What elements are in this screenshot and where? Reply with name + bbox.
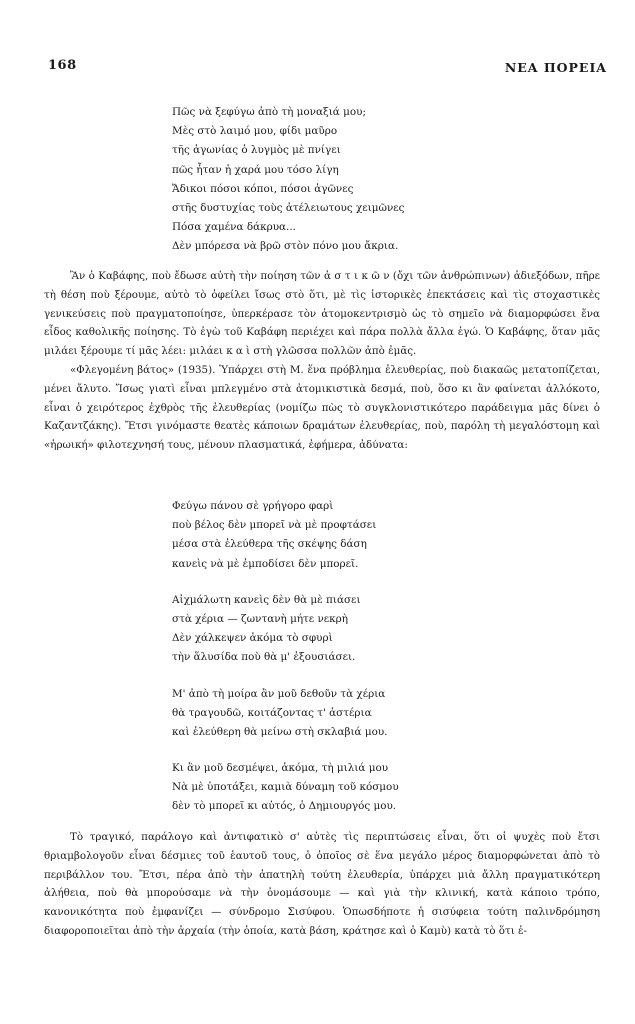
poem-line: Μὲς στὸ λαιμό μου, φίδι μαῦρο bbox=[172, 125, 338, 138]
poem-line: Κι ἂν μοῦ δεσμέψει, ἀκόμα, τὴ μιλιά μου bbox=[172, 762, 389, 775]
poem-line: ποὺ βέλος δὲν μπορεῖ νὰ μὲ προφτάσει bbox=[172, 519, 377, 532]
poem-line: τὴν ἅλυσίδα ποὺ θὰ μ' ἐξουσιάσει. bbox=[172, 651, 356, 664]
poem-line: στὰ χέρια — ζωντανὴ μήτε νεκρὴ bbox=[172, 612, 349, 625]
poem-line: Νὰ μὲ ὑποτάξει, καμιὰ δύναμη τοῦ κόσμου bbox=[172, 781, 399, 794]
poem-line: τῆς ἀγωνίας ὁ λυγμὸς μὲ πνίγει bbox=[172, 144, 341, 157]
poem-line: δὲν τὸ μπορεῖ κι αὐτός, ὁ Δημιουργός μου. bbox=[172, 800, 397, 813]
poem-line: Αἰχμάλωτη κανεὶς δὲν θὰ μὲ πιάσει bbox=[172, 593, 361, 606]
poem-excerpt-2 bbox=[172, 497, 399, 817]
prose-block-2 bbox=[44, 828, 600, 941]
poem-line: καὶ ἐλεύθερη θὰ μείνω στὴ σκλαβιά μου. bbox=[172, 725, 388, 738]
poem-line: Ἄδικοι πόσοι κόποι, πόσοι ἀγῶνες bbox=[172, 182, 354, 195]
paragraph: Ἂν ὁ Καβάφης, ποὺ ἔδωσε αὐτὴ τὴν ποίηση τῶν ἀ σ τ ι κ ῶ ν (ὄχι τῶν ἀνθρώπινων) ἀδιεξόδων, πῆρε τὴ θέση ποὺ ξέρουμε, αὐτὸ τὸ ὀφείλει ἴσως στὸ ὅτι, μὲ τὶς ἱστορικὲς ἐπεκτάσεις καὶ τὶς στοχαστικὲς γενικεύσεις ποὺ πραγματοποίησε, ὑπερκέρασε τὸν ἀτομοκεντρισμὸ ὡς τὸ σημεῖο νὰ διαμορφώσει ἕνα εἶδος καθολικῆς ποίησης. Τὸ ἐγὼ τοῦ Καβάφη περιέχει καὶ πάρα πολλὰ ἄλλα ἐγώ. Ὁ Καβάφης, ὅταν μᾶς μιλάει ξέρουμε τί μᾶς λέει: μιλάει κ α ὶ στὴ γλῶσσα πολλῶν ἀπὸ ἐμᾶς. bbox=[44, 270, 600, 358]
journal-title: ΝΕΑ ΠΟΡΕΙΑ bbox=[504, 60, 607, 75]
poem-line: Δὲν χάλκεψεν ἀκόμα τὸ σφυρὶ bbox=[172, 632, 333, 645]
paragraph: Τὸ τραγικό, παράλογο καὶ ἀντιφατικὸ σ' αὐτὲς τὶς περιπτώσεις εἶναι, ὅτι οἱ ψυχὲς ποὺ ἔτσι θριαμβολογοῦν εἶναι δέσμιες τοῦ ἑαυτοῦ τους, ὁ ὁποῖος σὲ ἕνα μεγάλο μέρος διαμορφώνεται ἀπὸ τὸ περιβάλλον του. Ἔτσι, πέρα ἀπὸ τὴν ἀπατηλὴ τούτη ἐλευθερία, ὑπάρχει μιὰ ἄλλη πραγματικότερη ἀλήθεια, ποὺ θὰ μπορούσαμε νὰ τὴν ὀνομάσουμε — καὶ γιὰ τὴν κλινική, κατὰ κάποιο τρόπο, κανονικότητα ποὺ ἐμφανίζει — σύνδρομο Σισύφου. Ὁπωσδήποτε ἡ σισύφεια τούτη παλινδρόμηση διαφοροποιεῖται ἀπὸ τὴν ἀρχαία (τὴν ὁποία, κατὰ βάση, κράτησε καὶ ὁ Καμὺ) κατὰ τὸ ὅτι ἐ- bbox=[44, 831, 600, 937]
poem-line: Πῶς νὰ ξεφύγω ἀπὸ τὴ μοναξιά μου; bbox=[172, 106, 366, 118]
poem-line: Πόσα χαμένα δάκρυα... bbox=[172, 221, 296, 234]
paragraph: «Φλεγομένη βάτος» (1935). Ὑπάρχει στὴ Μ. ἕνα πρόβλημα ἐλευθερίας, ποὺ διακαῶς μετατοπίζεται, μένει ἄλυτο. Ἴσως γιατὶ εἶναι μπλεγμένο στὰ ἀτομικιστικὰ δεσμά, ποὺ, ὅσο κι ἂν φαίνεται ἀλλόκοτο, εἶναι ὁ χειρότερος ἐχθρὸς τῆς ἐλευθερίας (νομίζω πὼς τὸ συγκλονιστικότερο παράδειγμα μᾶς δίνει ὁ Καζαντζάκης). Ἔτσι γινόμαστε θεατὲς κάποιων δραμάτων ἐλευθερίας, ποὺ, παρόλη τὴ μεγαλόστομη καὶ «ἡρωική» φιλοτεχνησή τους, μένουν πλασματικά, ἐφήμερα, ἀδύνατα: bbox=[44, 363, 600, 452]
poem-line: Μ' ἀπὸ τὴ μοίρα ἂν μοῦ δεθοῦν τὰ χέρια bbox=[172, 687, 386, 700]
poem-line: Δὲν μπόρεσα νὰ βρῶ στὸν πόνο μου ἄκρια. bbox=[172, 240, 399, 253]
poem-line: πῶς ἦταν ἡ χαρά μου τόσο λίγη bbox=[172, 163, 339, 176]
poem-line: μέσα στὰ ἐλεύθερα τῆς σκέψης δάση bbox=[172, 538, 367, 551]
poem-line: κανεὶς νὰ μὲ ἐμποδίσει δὲν μπορεῖ. bbox=[172, 557, 359, 570]
poem-line: στῆς δυστυχίας τοὺς ἀτέλειωτους χειμῶνες bbox=[172, 201, 405, 214]
poem-excerpt-1 bbox=[172, 103, 404, 257]
poem-line: Φεύγω πάνου σὲ γρήγορο φαρὶ bbox=[172, 500, 334, 512]
page-number: 168 bbox=[48, 58, 77, 73]
poem-line: θὰ τραγουδῶ, κοιτάζοντας τ' ἀστέρια bbox=[172, 706, 372, 719]
prose-block-1 bbox=[44, 267, 600, 455]
